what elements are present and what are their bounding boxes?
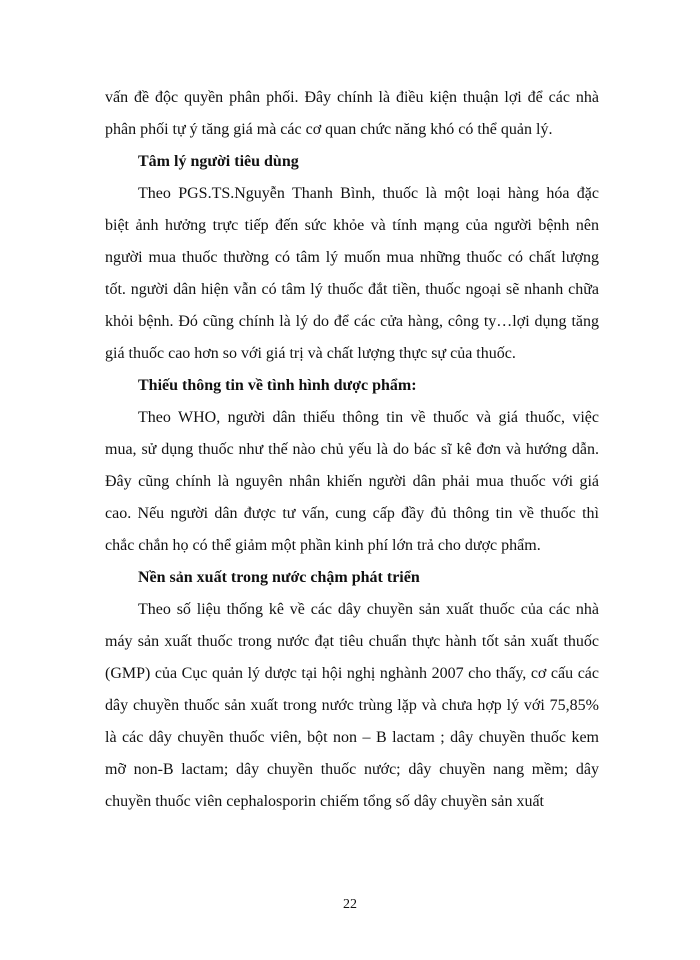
text-line: Đây cũng chính là nguyên nhân khiến người dân phải mua thuốc với giá [105,473,599,490]
text-line: là các dây chuyền thuốc viên, bột non – B lactam ; dây chuyền thuốc kem [105,729,599,746]
text-line: cao. Nếu người dân được tư vấn, cung cấp đầy đủ thông tin về thuốc thì [105,505,599,522]
text-line: mua, sử dụng thuốc như thế nào chủ yếu là do bác sĩ kê đơn và hướng dẫn. [105,441,599,458]
text-line: khỏi bệnh. Đó cũng chính là lý do để các cửa hàng, công ty…lợi dụng tăng [105,313,599,330]
text-line: phân phối tự ý tăng giá mà các cơ quan chức năng khó có thể quản lý. [105,121,553,138]
text-line: Theo PGS.TS.Nguyễn Thanh Bình, thuốc là một loại hàng hóa đặc [138,185,599,202]
text-line: người mua thuốc thường có tâm lý muốn mua những thuốc có chất lượng [105,249,599,266]
text-line: vấn đề độc quyền phân phối. Đây chính là điều kiện thuận lợi để các nhà [105,89,599,106]
section-heading-lack-of-information: Thiếu thông tin về tình hình dược phẩm: [138,377,417,394]
text-line: Theo số liệu thống kê về các dây chuyền sản xuất thuốc của các nhà [138,601,599,618]
text-line: biệt ảnh hưởng trực tiếp đến sức khỏe và tính mạng của người bệnh nên [105,217,599,234]
page-number: 22 [343,897,357,912]
text-line: chuyền thuốc viên cephalosporin chiếm tổng số dây chuyền sản xuất [105,793,544,810]
paragraph-domestic-production [105,594,599,818]
text-line: mỡ non-B lactam; dây chuyền thuốc nước; dây chuyền nang mềm; dây [105,761,599,778]
page-body [105,82,599,818]
text-line: máy sản xuất thuốc trong nước đạt tiêu chuẩn thực hành tốt sản xuất thuốc [105,633,599,650]
paragraph-consumer-psychology [105,178,599,370]
text-line: Theo WHO, người dân thiếu thông tin về thuốc và giá thuốc, việc [138,409,599,426]
paragraph-continuation [105,82,599,146]
section-heading-domestic-production: Nền sản xuất trong nước chậm phát triển [138,569,420,586]
text-line: dây chuyền thuốc sản xuất trong nước trùng lặp và chưa hợp lý với 75,85% [105,697,599,714]
text-line: (GMP) của Cục quản lý dược tại hội nghị nghành 2007 cho thấy, cơ cấu các [105,665,599,682]
paragraph-lack-of-information [105,402,599,562]
text-line: chắc chắn họ có thể giảm một phần kinh phí lớn trả cho dược phẩm. [105,537,541,554]
section-heading-consumer-psychology: Tâm lý người tiêu dùng [138,153,299,170]
text-line: giá thuốc cao hơn so với giá trị và chất lượng thực sự của thuốc. [105,345,516,362]
text-line: tốt. người dân hiện vẫn có tâm lý thuốc đắt tiền, thuốc ngoại sẽ nhanh chữa [105,281,599,298]
